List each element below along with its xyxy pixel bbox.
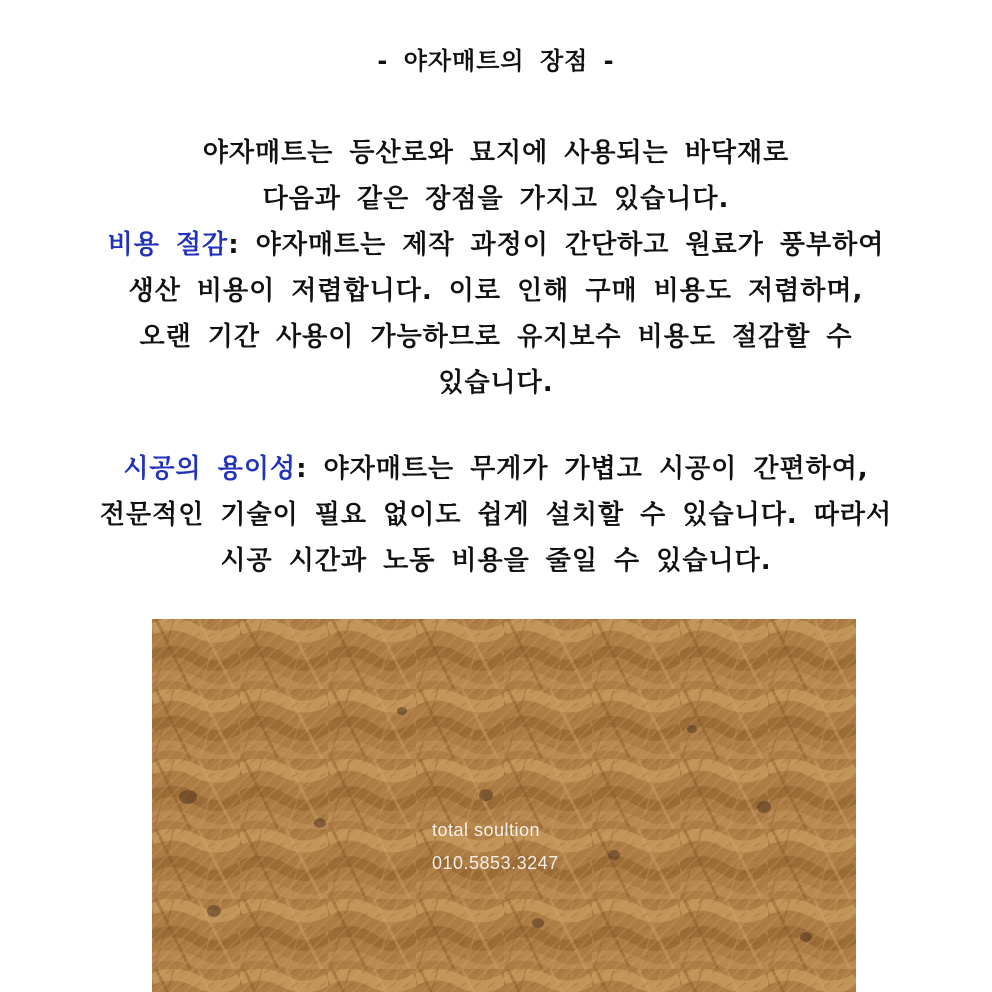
cost-section-text: : 야자매트는 제작 과정이 간단하고 원료가 풍부하여 [228, 230, 885, 260]
install-section-text: : 야자매트는 무게가 가볍고 시공이 간편하여, [296, 454, 869, 484]
coir-mat-photo [152, 619, 856, 992]
install-section-heading: 시공의 용이성 [123, 454, 297, 484]
intro-line-2: 다음과 같은 장점을 가지고 있습니다. [262, 184, 730, 214]
install-section-line-3: 시공 시간과 노동 비용을 줄일 수 있습니다. [220, 546, 772, 576]
cost-section-line-3: 오랜 기간 사용이 가능하므로 유지보수 비용도 절감할 수 [139, 322, 853, 352]
cost-section-line-2: 생산 비용이 저렴합니다. 이로 인해 구매 비용도 저렴하며, [128, 276, 864, 306]
watermark-phone: 010.5853.3247 [432, 853, 559, 873]
coir-mat-texture [152, 619, 856, 992]
watermark-company: total soultion [432, 820, 541, 840]
cost-section-heading: 비용 절감 [107, 230, 229, 260]
install-section-line-2: 전문적인 기술이 필요 없이도 쉽게 설치할 수 있습니다. 따라서 [99, 500, 893, 530]
cost-section-line-4: 있습니다. [438, 368, 554, 398]
cost-section-first-line [0, 228, 992, 262]
page-title: - 야자매트의 장점 - [377, 47, 615, 75]
install-section-first-line [0, 452, 992, 486]
intro-line-1: 야자매트는 등산로와 묘지에 사용되는 바닥재로 [202, 138, 790, 168]
